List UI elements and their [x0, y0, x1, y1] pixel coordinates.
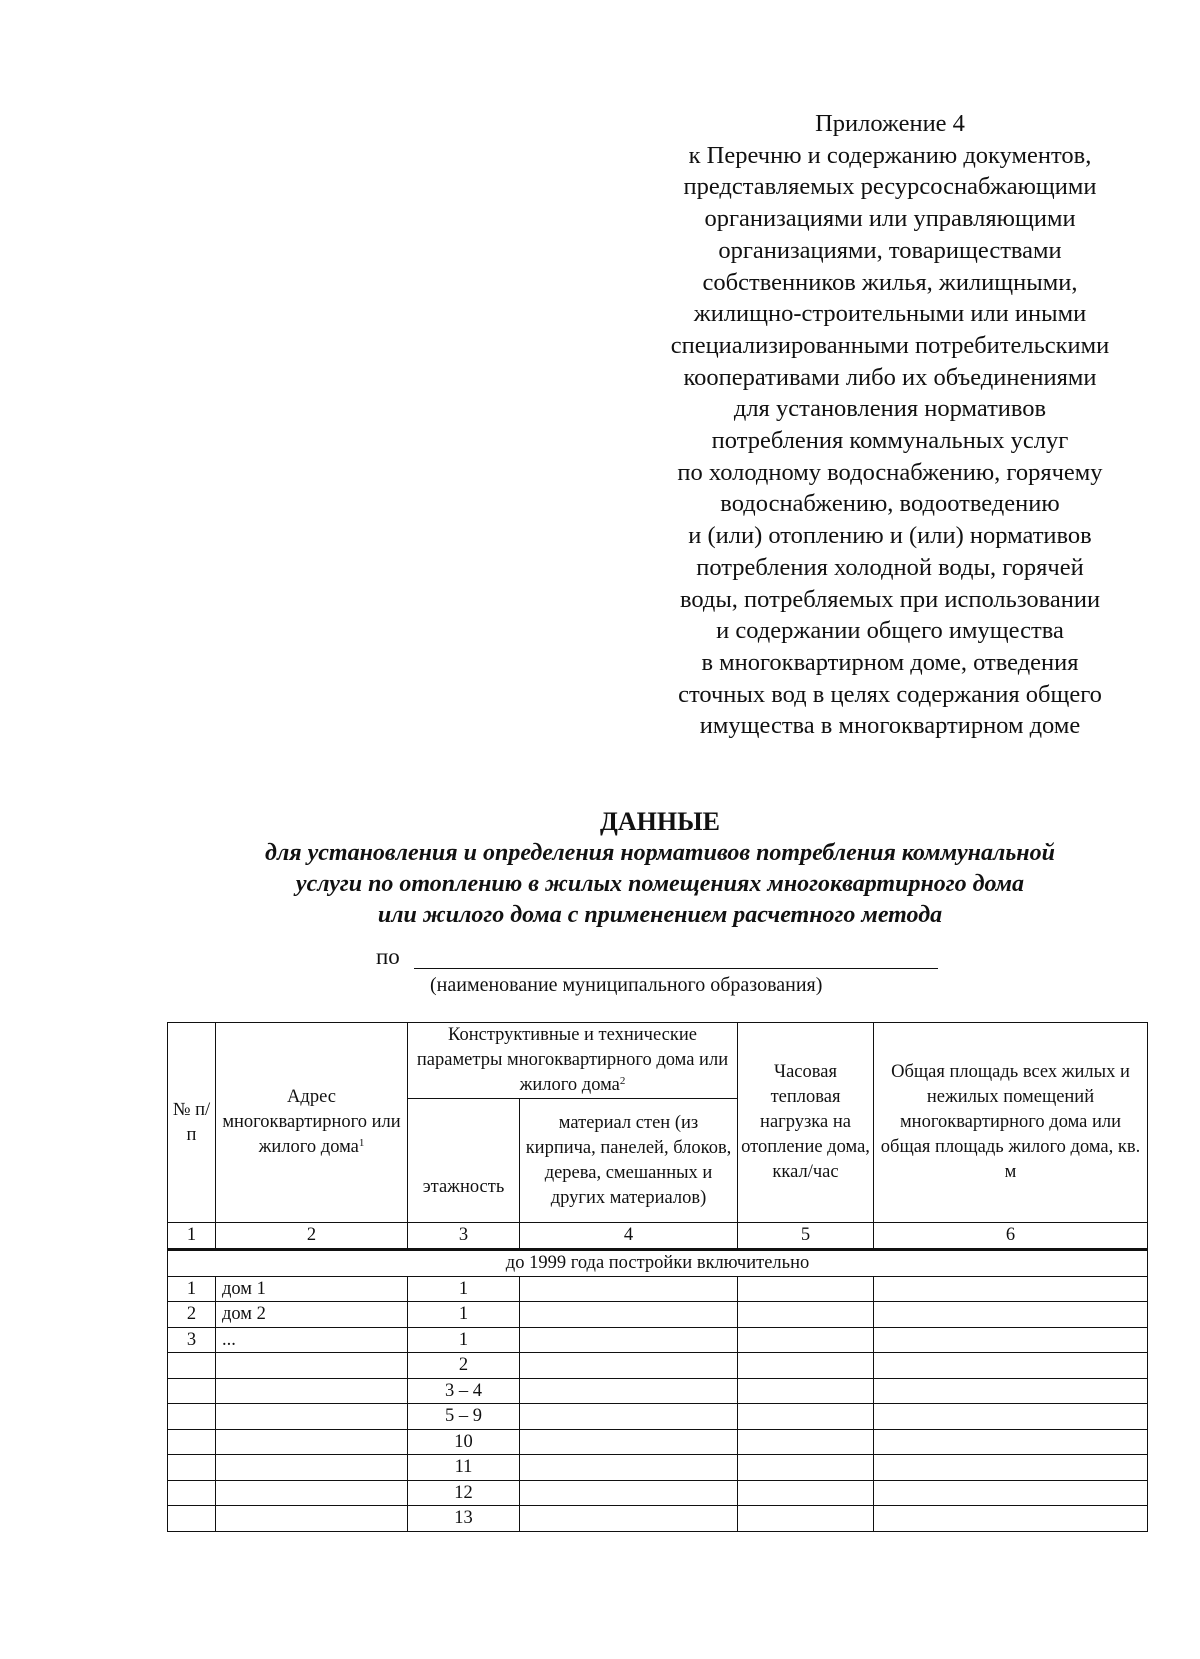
table-row — [168, 1480, 1148, 1506]
row-heat-load — [738, 1276, 874, 1302]
row-floors: 1 — [408, 1276, 520, 1302]
row-num: 1 — [168, 1276, 216, 1302]
column-number: 1 — [168, 1223, 216, 1250]
table-row — [168, 1327, 1148, 1353]
row-area — [874, 1378, 1148, 1404]
row-material — [520, 1302, 738, 1328]
row-area — [874, 1429, 1148, 1455]
row-address: дом 2 — [216, 1302, 408, 1328]
section-label: до 1999 года постройки включительно — [168, 1250, 1148, 1277]
municipality-blank-line — [414, 968, 938, 969]
row-heat-load — [738, 1302, 874, 1328]
table-row — [168, 1506, 1148, 1532]
row-address — [216, 1429, 408, 1455]
footnote-1: 1 — [358, 1137, 365, 1149]
row-num — [168, 1378, 216, 1404]
appendix-line: потребления коммунальных услуг — [711, 427, 1069, 455]
row-material — [520, 1429, 738, 1455]
row-num: 2 — [168, 1302, 216, 1328]
table-row — [168, 1404, 1148, 1430]
row-heat-load — [738, 1480, 874, 1506]
appendix-line: организациями, товариществами — [718, 236, 1062, 264]
row-address — [216, 1455, 408, 1481]
header-floors: этажность — [408, 1099, 520, 1223]
row-material — [520, 1276, 738, 1302]
appendix-line: сточных вод в целях содержания общего — [678, 680, 1102, 708]
appendix-line: водоснабжению, водоотведению — [720, 490, 1060, 518]
row-material — [520, 1455, 738, 1481]
appendix-line: кооперативами либо их объединениями — [683, 363, 1097, 391]
row-floors: 2 — [408, 1353, 520, 1379]
table-row — [168, 1429, 1148, 1455]
appendix-line: собственников жилья, жилищными, — [702, 268, 1078, 296]
title-line: для установления и определения нормативов потребления коммунальной — [265, 840, 1055, 866]
row-material — [520, 1327, 738, 1353]
row-heat-load — [738, 1455, 874, 1481]
header-heat-load: Часовая тепловая нагрузка на отопление дома, ккал/час — [738, 1023, 874, 1223]
appendix-line: и (или) отоплению и (или) нормативов — [688, 522, 1092, 550]
header-num: № п/п — [168, 1023, 216, 1223]
row-floors: 10 — [408, 1429, 520, 1455]
header-area: Общая площадь всех жилых и нежилых помещений многоквартирного дома или общая площадь жилого дома, кв. м — [874, 1023, 1148, 1223]
appendix-line: для установления нормативов — [733, 395, 1047, 423]
row-address — [216, 1480, 408, 1506]
row-num: 3 — [168, 1327, 216, 1353]
row-area — [874, 1302, 1148, 1328]
row-floors: 11 — [408, 1455, 520, 1481]
appendix-line: представляемых ресурсоснабжающими — [683, 173, 1097, 201]
row-material — [520, 1404, 738, 1430]
footnote-2: 2 — [619, 1075, 626, 1087]
appendix-line: воды, потребляемых при использовании — [679, 585, 1101, 613]
appendix-line: организациями или управляющими — [704, 205, 1076, 233]
document-title — [130, 806, 1190, 931]
appendix-line: в многоквартирном доме, отведения — [701, 648, 1079, 676]
row-area — [874, 1404, 1148, 1430]
table-row — [168, 1276, 1148, 1302]
row-material — [520, 1353, 738, 1379]
appendix-line: потребления холодной воды, горячей — [696, 553, 1084, 581]
row-heat-load — [738, 1429, 874, 1455]
row-num — [168, 1480, 216, 1506]
column-number: 3 — [408, 1223, 520, 1250]
column-number: 5 — [738, 1223, 874, 1250]
row-floors: 13 — [408, 1506, 520, 1532]
row-heat-load — [738, 1353, 874, 1379]
row-area — [874, 1506, 1148, 1532]
appendix-line: и содержании общего имущества — [716, 617, 1064, 645]
column-number: 2 — [216, 1223, 408, 1250]
row-num — [168, 1404, 216, 1430]
header-address-text: Адрес многоквартирного или жилого дома — [222, 1087, 401, 1157]
table-row — [168, 1302, 1148, 1328]
row-num — [168, 1353, 216, 1379]
data-table — [167, 1022, 1148, 1532]
row-num — [168, 1455, 216, 1481]
appendix-note — [600, 108, 1180, 742]
row-area — [874, 1276, 1148, 1302]
title-line: или жилого дома с применением расчетного метода — [377, 902, 943, 928]
column-number: 4 — [520, 1223, 738, 1250]
table-row — [168, 1353, 1148, 1379]
po-label: по — [376, 944, 400, 969]
row-address — [216, 1353, 408, 1379]
row-num — [168, 1506, 216, 1532]
appendix-line: специализированными потребительскими — [670, 331, 1110, 359]
row-area — [874, 1353, 1148, 1379]
row-area — [874, 1480, 1148, 1506]
municipality-caption: (наименование муниципального образования) — [430, 974, 823, 996]
row-address — [216, 1378, 408, 1404]
appendix-line: имущества в многоквартирном доме — [699, 712, 1081, 740]
table-row — [168, 1455, 1148, 1481]
row-material — [520, 1378, 738, 1404]
row-area — [874, 1327, 1148, 1353]
column-number: 6 — [874, 1223, 1148, 1250]
appendix-line: по холодному водоснабжению, горячему — [677, 458, 1103, 486]
table-row — [168, 1378, 1148, 1404]
row-floors: 1 — [408, 1302, 520, 1328]
row-num — [168, 1429, 216, 1455]
appendix-line: к Перечню и содержанию документов, — [688, 141, 1092, 169]
row-floors: 1 — [408, 1327, 520, 1353]
row-area — [874, 1455, 1148, 1481]
row-floors: 5 – 9 — [408, 1404, 520, 1430]
header-address — [216, 1023, 408, 1223]
header-params — [408, 1023, 738, 1099]
appendix-line: жилищно-строительными или иными — [693, 300, 1087, 328]
row-address — [216, 1506, 408, 1532]
row-floors: 12 — [408, 1480, 520, 1506]
title-line: услуги по отоплению в жилых помещениях многоквартирного дома — [295, 871, 1025, 897]
row-material — [520, 1480, 738, 1506]
appendix-line: Приложение 4 — [815, 110, 965, 137]
row-address: ... — [216, 1327, 408, 1353]
header-params-text: Конструктивные и технические параметры многоквартирного дома или жилого дома — [416, 1025, 729, 1095]
row-heat-load — [738, 1506, 874, 1532]
row-address — [216, 1404, 408, 1430]
row-material — [520, 1506, 738, 1532]
header-material: материал стен (из кирпича, панелей, блоков, дерева, смешанных и других материалов) — [520, 1099, 738, 1223]
row-heat-load — [738, 1404, 874, 1430]
row-floors: 3 – 4 — [408, 1378, 520, 1404]
title-main: ДАННЫЕ — [600, 807, 720, 836]
row-heat-load — [738, 1327, 874, 1353]
row-heat-load — [738, 1378, 874, 1404]
row-address: дом 1 — [216, 1276, 408, 1302]
